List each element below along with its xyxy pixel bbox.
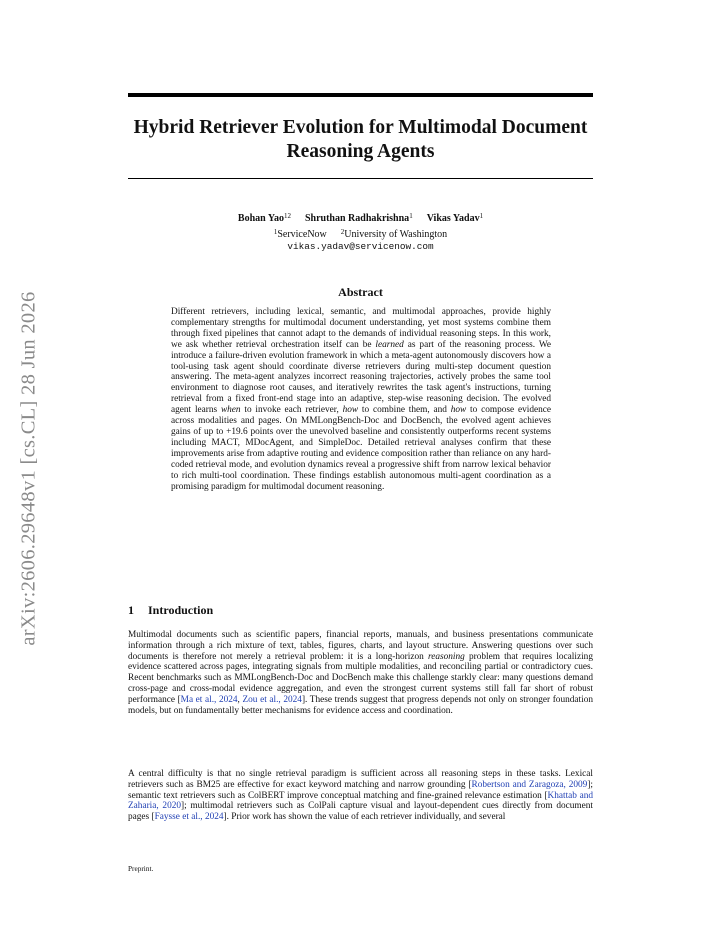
author-block (128, 210, 593, 254)
arxiv-identifier[interactable] (14, 263, 44, 673)
title-rule-bottom (128, 178, 593, 179)
abstract-segment: to combine them, and (358, 405, 451, 416)
affiliation-mark: 1 (273, 227, 278, 236)
paragraph-segment: ]; multimodal retrievers such as ColPali capture visual and layout-dependent cues directly from document pages [ (128, 801, 593, 823)
abstract-segment: to compose evidence across modalities and pages. On MMLongBench-Doc and DocBench, the evolved agent achieves gains of up to +19.6 points over the unevolved baseline and consistently outperforms recent systems including MACT, MDocAgent, and SimpleDoc. Detailed retrieval analyses confirm that these improvements arise from adaptive routing and evidence composition rather than reliance on any hard-coded retrieval mode, and evolution dynamics reveal a progressive shift from narrow lexical behavior to rich multi-tool coordination. These findings establish autonomous multi-agent coordination as a promising paradigm for multimodal document reasoning. (171, 405, 551, 492)
citation-link[interactable]: Zou et al., 2024 (242, 694, 302, 705)
abstract-emphasis: learned (375, 339, 404, 350)
author-name: Bohan Yao (237, 213, 284, 224)
abstract-heading: Abstract (338, 285, 383, 299)
paragraph-segment: A central difficulty is that no single retrieval paradigm is sufficient across all reasoning steps in these tasks. Lexical retrievers such as BM25 are effective for exact keyword matching and narrow grounding [ (128, 769, 593, 790)
title-rule-top (128, 93, 593, 97)
affiliation-mark: 2 (340, 227, 345, 236)
paragraph-segment: ]. These trends suggest that progress depends not only on stronger foundation models, but on fundamentally better mechanisms for evidence access and coordination. (128, 694, 593, 716)
affiliation: ServiceNow (277, 228, 327, 240)
footer-preprint: Preprint. (128, 864, 154, 873)
affiliation: University of Washington (344, 228, 448, 240)
arxiv-identifier-text: arXiv:2606.29648v1 [cs.CL] 28 Jun 2026 (17, 290, 40, 646)
paragraph-emphasis: reasoning (427, 651, 465, 662)
affiliations (128, 226, 593, 242)
paper-title: Hybrid Retriever Evolution for Multimodal Document Reasoning Agents (133, 117, 588, 162)
abstract-emphasis: how (342, 405, 359, 416)
author-name: Shruthan Radhakrishna (304, 213, 410, 224)
citation-link[interactable]: Robertson and Zaragoza, 2009 (471, 779, 588, 790)
section-title: Introduction (148, 603, 214, 617)
abstract-emphasis: when (220, 405, 241, 416)
citation-link[interactable]: Khattab and Zaharia, 2020 (128, 790, 593, 812)
abstract-emphasis: how (450, 405, 467, 416)
paragraph-segment: , (237, 694, 243, 705)
author-affiliation-mark: 12 (283, 212, 291, 220)
author-affiliation-mark: 1 (479, 212, 484, 220)
paragraph-segment: Multimodal documents such as scientific papers, financial reports, manuals, and business presentations communicate information through a rich mixture of text, tables, figures, charts, and layout structure. Answering questions over such documents is therefore not merely a retrieval problem: it is a long-horizon (128, 630, 593, 662)
author-name: Vikas Yadav (426, 213, 480, 224)
abstract-text (171, 307, 551, 492)
intro-paragraph-2 (128, 769, 593, 823)
citation-link[interactable]: Faysse et al., 2024 (154, 812, 224, 823)
author-names (128, 210, 593, 226)
paragraph-segment: ]. Prior work has shown the value of each retriever individually, and several (223, 812, 506, 823)
paragraph-segment: ]; semantic text retrievers such as ColBERT improve conceptual matching and fine-grained relevance estimation [ (128, 779, 593, 801)
section-heading-introduction (128, 603, 213, 618)
citation-link[interactable]: Ma et al., 2024 (180, 694, 238, 705)
author-email[interactable]: vikas.yadav@servicenow.com (287, 241, 434, 252)
abstract-segment: to invoke each retriever, (240, 405, 343, 416)
section-number: 1 (128, 603, 134, 617)
intro-paragraph-1 (128, 630, 593, 716)
abstract-segment: as part of the reasoning process. We introduce a failure-driven evolution framework in which a meta-agent autonomously discovers how a tool-using task agent should coordinate diverse retrievers during multi-step document question answering. The meta-agent analyzes incorrect reasoning trajectories, actively probes the same tool environment to diagnose root causes, and iteratively rewrites the task agent's instructions, turning retrieval from a fixed front-end stage into an adaptive, step-wise reasoning decision. The evolved agent learns (171, 339, 551, 416)
paragraph-segment: problem that requires localizing evidence scattered across pages, integrating signals from multiple modalities, and reconciling partial or contradictory cues. Recent benchmarks such as MMLongBench-Doc and DocBench make this challenge starkly clear: many questions demand cross-page and cross-modal evidence aggregation, and even the strongest current systems still fall far short of robust performance [ (128, 651, 593, 705)
abstract-segment: Different retrievers, including lexical, semantic, and multimodal approaches, provide highly complementary strengths for multimodal document understanding, yet most systems combine them through fixed pipelines that cannot adapt to the demands of individual reasoning steps. In this work, we ask whether retrieval orchestration itself can be (171, 307, 551, 350)
author-affiliation-mark: 1 (409, 212, 413, 220)
